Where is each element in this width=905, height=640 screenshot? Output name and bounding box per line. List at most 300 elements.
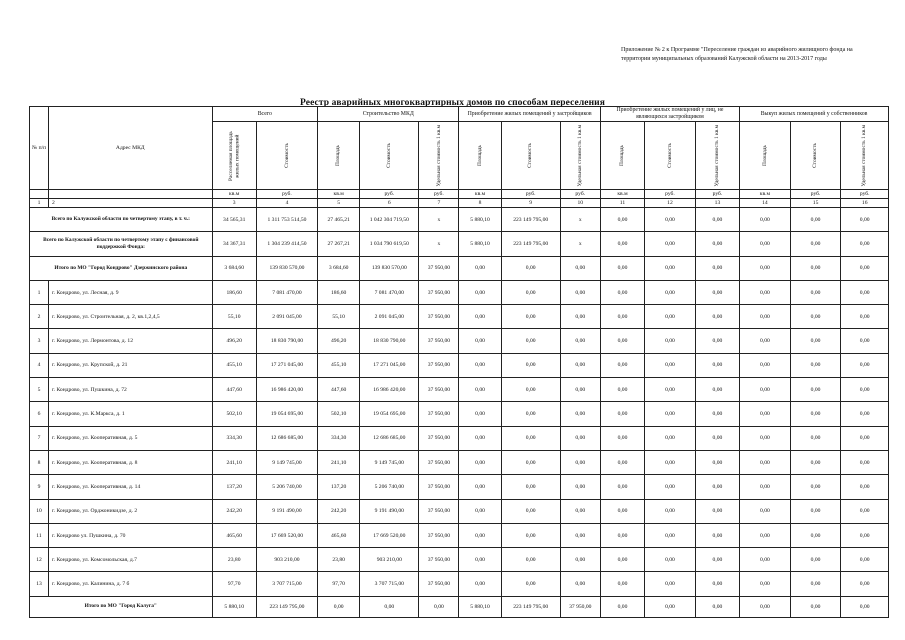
subheader-cell: Стоимость bbox=[501, 122, 560, 190]
row-value: 0,00 bbox=[501, 378, 560, 402]
row-value: 37 950,00 bbox=[419, 378, 459, 402]
row-value: 0,00 bbox=[790, 426, 841, 450]
summary-value: 139 830 570,00 bbox=[256, 256, 317, 280]
row-value: 0,00 bbox=[740, 572, 791, 596]
row-value: 0,00 bbox=[560, 450, 600, 474]
row-value: 17 669 520,00 bbox=[360, 523, 419, 547]
row-value: 0,00 bbox=[645, 305, 696, 329]
row-value: 137,20 bbox=[212, 475, 256, 499]
row-value: 0,00 bbox=[600, 523, 644, 547]
footer-value: 0,00 bbox=[695, 596, 739, 617]
row-value: 0,00 bbox=[695, 329, 739, 353]
row-value: 37 950,00 bbox=[419, 572, 459, 596]
unit-cell: руб. bbox=[695, 190, 739, 199]
summary-row bbox=[30, 256, 889, 280]
footer-value: 0,00 bbox=[645, 596, 696, 617]
row-value: 0,00 bbox=[560, 280, 600, 304]
row-value: 0,00 bbox=[790, 353, 841, 377]
colnum-cell: 4 bbox=[256, 199, 317, 208]
summary-value: x bbox=[560, 232, 600, 256]
row-value: 0,00 bbox=[501, 548, 560, 572]
row-number: 2 bbox=[30, 305, 49, 329]
row-value: 18 830 790,00 bbox=[256, 329, 317, 353]
summary-value: 0,00 bbox=[740, 256, 791, 280]
row-value: 0,00 bbox=[459, 499, 501, 523]
row-value: 0,00 bbox=[695, 353, 739, 377]
row-value: 0,00 bbox=[841, 475, 889, 499]
row-value: 0,00 bbox=[790, 572, 841, 596]
summary-value: 0,00 bbox=[600, 256, 644, 280]
row-value: 5 206 740,00 bbox=[256, 475, 317, 499]
row-value: 0,00 bbox=[459, 548, 501, 572]
row-value: 5 206 740,00 bbox=[360, 475, 419, 499]
row-value: 7 081 470,00 bbox=[360, 280, 419, 304]
row-value: 0,00 bbox=[600, 378, 644, 402]
colnum-cell: 3 bbox=[212, 199, 256, 208]
row-number: 13 bbox=[30, 572, 49, 596]
row-value: 0,00 bbox=[695, 548, 739, 572]
row-value: 0,00 bbox=[790, 475, 841, 499]
row-value: 0,00 bbox=[459, 353, 501, 377]
row-value: 37 950,00 bbox=[419, 475, 459, 499]
footer-value: 223 149 795,00 bbox=[256, 596, 317, 617]
row-value: 496,20 bbox=[318, 329, 360, 353]
row-value: 0,00 bbox=[600, 402, 644, 426]
table-row bbox=[30, 378, 889, 402]
footer-value: 0,00 bbox=[419, 596, 459, 617]
col-address-header: Адрес МКД bbox=[48, 107, 212, 190]
row-number: 10 bbox=[30, 499, 49, 523]
row-address: г. Кондрово, ул. Пушкина, д. 72 bbox=[48, 378, 212, 402]
colnum-cell: 2 bbox=[48, 199, 212, 208]
row-value: 0,00 bbox=[459, 426, 501, 450]
row-value: 447,60 bbox=[212, 378, 256, 402]
row-value: 0,00 bbox=[501, 402, 560, 426]
summary-value: 5 880,10 bbox=[459, 208, 501, 232]
row-address: г. Кондрово, ул. Калинина, д. 7 б bbox=[48, 572, 212, 596]
row-value: 0,00 bbox=[560, 499, 600, 523]
table-row bbox=[30, 426, 889, 450]
footer-value: 5 880,10 bbox=[459, 596, 501, 617]
row-address: г. Кондрово ул. Пушкина, д. 70 bbox=[48, 523, 212, 547]
summary-value: 1 034 790 619,50 bbox=[360, 232, 419, 256]
unit-cell: кв.м bbox=[318, 190, 360, 199]
row-value: 0,00 bbox=[841, 523, 889, 547]
summary-value: 1 311 753 514,50 bbox=[256, 208, 317, 232]
summary-value: 5 880,10 bbox=[459, 232, 501, 256]
summary-label: Итого по МО "Город Кондрово" Дзержинского района bbox=[30, 256, 213, 280]
table-row bbox=[30, 523, 889, 547]
summary-value: 0,00 bbox=[790, 208, 841, 232]
row-value: 0,00 bbox=[695, 523, 739, 547]
row-value: 903 210,00 bbox=[360, 548, 419, 572]
unit-cell: кв.м bbox=[459, 190, 501, 199]
row-address: г. Кондрово, ул. Орджоникидзе, д. 2 bbox=[48, 499, 212, 523]
row-value: 0,00 bbox=[645, 402, 696, 426]
row-value: 241,10 bbox=[212, 450, 256, 474]
footer-value: 0,00 bbox=[600, 596, 644, 617]
row-value: 496,20 bbox=[212, 329, 256, 353]
unit-cell: кв.м bbox=[740, 190, 791, 199]
col-num-header: № п/п bbox=[30, 107, 49, 190]
row-value: 37 950,00 bbox=[419, 305, 459, 329]
row-value: 0,00 bbox=[459, 329, 501, 353]
colnum-cell: 11 bbox=[600, 199, 644, 208]
subheader-cell: Стоимость bbox=[645, 122, 696, 190]
row-value: 0,00 bbox=[560, 426, 600, 450]
row-number: 9 bbox=[30, 475, 49, 499]
row-number: 3 bbox=[30, 329, 49, 353]
row-value: 465,60 bbox=[212, 523, 256, 547]
row-value: 0,00 bbox=[645, 426, 696, 450]
row-value: 0,00 bbox=[740, 499, 791, 523]
row-address: г. Кондрово, ул. Кооперативная, д. 14 bbox=[48, 475, 212, 499]
summary-value: 0,00 bbox=[560, 256, 600, 280]
row-value: 0,00 bbox=[600, 499, 644, 523]
row-value: 0,00 bbox=[600, 305, 644, 329]
subheader-cell: Стоимость bbox=[790, 122, 841, 190]
row-value: 242,20 bbox=[318, 499, 360, 523]
row-address: г. Кондрово, ул. Лермонтова, д. 12 bbox=[48, 329, 212, 353]
unit-cell: кв.м bbox=[212, 190, 256, 199]
column-number-row bbox=[30, 199, 889, 208]
unit-cell: руб. bbox=[560, 190, 600, 199]
row-value: 0,00 bbox=[560, 378, 600, 402]
row-value: 0,00 bbox=[600, 280, 644, 304]
row-value: 0,00 bbox=[560, 475, 600, 499]
row-value: 0,00 bbox=[790, 280, 841, 304]
row-value: 242,20 bbox=[212, 499, 256, 523]
row-value: 37 950,00 bbox=[419, 523, 459, 547]
row-value: 455,10 bbox=[212, 353, 256, 377]
row-value: 0,00 bbox=[695, 572, 739, 596]
row-value: 55,10 bbox=[212, 305, 256, 329]
colnum-cell: 6 bbox=[360, 199, 419, 208]
row-value: 3 707 715,00 bbox=[360, 572, 419, 596]
row-value: 0,00 bbox=[459, 280, 501, 304]
summary-value: x bbox=[560, 208, 600, 232]
row-value: 0,00 bbox=[841, 378, 889, 402]
row-value: 19 054 695,00 bbox=[360, 402, 419, 426]
row-value: 0,00 bbox=[645, 572, 696, 596]
row-value: 0,00 bbox=[695, 426, 739, 450]
colnum-cell: 9 bbox=[501, 199, 560, 208]
group-header-construction: Строительство МКД bbox=[318, 107, 459, 122]
row-number: 7 bbox=[30, 426, 49, 450]
colnum-cell: 10 bbox=[560, 199, 600, 208]
colnum-cell: 15 bbox=[790, 199, 841, 208]
row-value: 0,00 bbox=[600, 450, 644, 474]
row-value: 18 830 790,00 bbox=[360, 329, 419, 353]
subheader-cell: Удельная стоимость 1 кв.м bbox=[560, 122, 600, 190]
row-value: 0,00 bbox=[841, 450, 889, 474]
summary-value: 34 565,31 bbox=[212, 208, 256, 232]
summary-value: 3 684,60 bbox=[318, 256, 360, 280]
row-value: 0,00 bbox=[695, 475, 739, 499]
footer-value: 0,00 bbox=[360, 596, 419, 617]
row-value: 16 986 420,00 bbox=[256, 378, 317, 402]
summary-value: 37 950,00 bbox=[419, 256, 459, 280]
row-value: 17 271 045,00 bbox=[256, 353, 317, 377]
row-value: 186,60 bbox=[212, 280, 256, 304]
row-value: 19 054 695,00 bbox=[256, 402, 317, 426]
row-value: 0,00 bbox=[695, 450, 739, 474]
summary-value: 0,00 bbox=[841, 208, 889, 232]
row-value: 0,00 bbox=[501, 523, 560, 547]
row-value: 0,00 bbox=[459, 523, 501, 547]
summary-value: 0,00 bbox=[790, 232, 841, 256]
colnum-cell: 1 bbox=[30, 199, 49, 208]
row-value: 0,00 bbox=[695, 402, 739, 426]
colnum-cell: 8 bbox=[459, 199, 501, 208]
summary-value: 34 367,31 bbox=[212, 232, 256, 256]
summary-value: 0,00 bbox=[501, 256, 560, 280]
summary-value: x bbox=[419, 232, 459, 256]
row-value: 0,00 bbox=[790, 450, 841, 474]
row-value: 0,00 bbox=[790, 378, 841, 402]
row-value: 0,00 bbox=[600, 426, 644, 450]
summary-value: 3 684,60 bbox=[212, 256, 256, 280]
row-value: 0,00 bbox=[841, 402, 889, 426]
row-value: 0,00 bbox=[645, 523, 696, 547]
row-value: 17 669 520,00 bbox=[256, 523, 317, 547]
row-value: 502,10 bbox=[318, 402, 360, 426]
row-value: 0,00 bbox=[560, 305, 600, 329]
row-value: 0,00 bbox=[695, 305, 739, 329]
row-value: 2 091 045,00 bbox=[256, 305, 317, 329]
row-value: 9 149 745,00 bbox=[256, 450, 317, 474]
row-value: 0,00 bbox=[790, 548, 841, 572]
subheader-cell: Стоимость bbox=[256, 122, 317, 190]
row-value: 0,00 bbox=[790, 523, 841, 547]
footer-total-row bbox=[30, 596, 889, 617]
row-value: 0,00 bbox=[645, 353, 696, 377]
footer-value: 0,00 bbox=[841, 596, 889, 617]
row-value: 23,80 bbox=[212, 548, 256, 572]
row-value: 0,00 bbox=[501, 475, 560, 499]
table-row bbox=[30, 329, 889, 353]
row-value: 334,30 bbox=[318, 426, 360, 450]
row-value: 0,00 bbox=[560, 548, 600, 572]
summary-value: 0,00 bbox=[740, 232, 791, 256]
row-value: 0,00 bbox=[459, 402, 501, 426]
row-value: 0,00 bbox=[695, 280, 739, 304]
row-value: 0,00 bbox=[459, 305, 501, 329]
summary-value: 0,00 bbox=[600, 208, 644, 232]
summary-value: x bbox=[419, 208, 459, 232]
row-value: 0,00 bbox=[501, 499, 560, 523]
colnum-cell: 13 bbox=[695, 199, 739, 208]
row-value: 55,10 bbox=[318, 305, 360, 329]
row-value: 0,00 bbox=[695, 378, 739, 402]
row-value: 37 950,00 bbox=[419, 353, 459, 377]
row-value: 9 149 745,00 bbox=[360, 450, 419, 474]
row-value: 0,00 bbox=[790, 402, 841, 426]
row-value: 0,00 bbox=[560, 353, 600, 377]
subheader-cell: Площадь bbox=[740, 122, 791, 190]
row-value: 0,00 bbox=[740, 402, 791, 426]
row-value: 3 707 715,00 bbox=[256, 572, 317, 596]
row-value: 0,00 bbox=[790, 305, 841, 329]
row-number: 5 bbox=[30, 378, 49, 402]
row-value: 9 191 490,00 bbox=[360, 499, 419, 523]
summary-value: 0,00 bbox=[695, 232, 739, 256]
row-value: 0,00 bbox=[841, 572, 889, 596]
row-value: 97,70 bbox=[212, 572, 256, 596]
row-value: 0,00 bbox=[740, 378, 791, 402]
row-value: 2 091 045,00 bbox=[360, 305, 419, 329]
row-value: 0,00 bbox=[841, 280, 889, 304]
row-value: 465,60 bbox=[318, 523, 360, 547]
row-value: 0,00 bbox=[560, 402, 600, 426]
row-value: 0,00 bbox=[790, 499, 841, 523]
row-value: 9 191 490,00 bbox=[256, 499, 317, 523]
row-value: 0,00 bbox=[600, 548, 644, 572]
table-row bbox=[30, 305, 889, 329]
row-value: 0,00 bbox=[841, 426, 889, 450]
row-number: 1 bbox=[30, 280, 49, 304]
row-value: 0,00 bbox=[740, 353, 791, 377]
row-value: 0,00 bbox=[841, 548, 889, 572]
subheader-cell: Удельная стоимость 1 кв.м bbox=[695, 122, 739, 190]
row-value: 0,00 bbox=[695, 499, 739, 523]
summary-value: 223 149 795,00 bbox=[501, 208, 560, 232]
row-value: 37 950,00 bbox=[419, 280, 459, 304]
row-value: 0,00 bbox=[645, 548, 696, 572]
row-value: 0,00 bbox=[600, 475, 644, 499]
row-value: 0,00 bbox=[560, 329, 600, 353]
summary-value: 1 304 239 414,50 bbox=[256, 232, 317, 256]
row-value: 137,20 bbox=[318, 475, 360, 499]
row-value: 0,00 bbox=[740, 329, 791, 353]
unit-cell: руб. bbox=[841, 190, 889, 199]
colnum-cell: 5 bbox=[318, 199, 360, 208]
row-value: 0,00 bbox=[560, 572, 600, 596]
row-number: 8 bbox=[30, 450, 49, 474]
row-number: 6 bbox=[30, 402, 49, 426]
table-row bbox=[30, 402, 889, 426]
row-value: 0,00 bbox=[740, 548, 791, 572]
group-header-total: Всего bbox=[212, 107, 318, 122]
registry-table bbox=[29, 106, 889, 618]
row-value: 0,00 bbox=[841, 329, 889, 353]
units-row bbox=[30, 190, 889, 199]
unit-cell: руб. bbox=[501, 190, 560, 199]
row-value: 0,00 bbox=[501, 329, 560, 353]
table-row bbox=[30, 353, 889, 377]
group-header-developer-purchase: Приобретение жилых помещений у застройщиков bbox=[459, 107, 600, 122]
row-address: г. Кондрово, ул. Крупской, д. 21 bbox=[48, 353, 212, 377]
row-value: 0,00 bbox=[645, 475, 696, 499]
summary-value: 27 267,21 bbox=[318, 232, 360, 256]
row-address: г. Кондрово, ул. К.Маркса, д. 1 bbox=[48, 402, 212, 426]
footer-label: Итого по МО "Город Калуга" bbox=[30, 596, 213, 617]
row-value: 0,00 bbox=[790, 329, 841, 353]
row-value: 0,00 bbox=[501, 305, 560, 329]
summary-value: 0,00 bbox=[645, 256, 696, 280]
summary-row bbox=[30, 208, 889, 232]
row-value: 0,00 bbox=[740, 450, 791, 474]
group-header-buyout: Выкуп жилых помещений у собственников bbox=[740, 107, 889, 122]
subheader-cell: Площадь bbox=[600, 122, 644, 190]
summary-value: 0,00 bbox=[600, 232, 644, 256]
unit-cell: кв.м bbox=[600, 190, 644, 199]
footer-value: 5 880,10 bbox=[212, 596, 256, 617]
row-value: 0,00 bbox=[501, 353, 560, 377]
row-value: 37 950,00 bbox=[419, 499, 459, 523]
row-value: 186,60 bbox=[318, 280, 360, 304]
subheader-cell: Удельная стоимость 1 кв.м bbox=[841, 122, 889, 190]
footer-value: 0,00 bbox=[740, 596, 791, 617]
row-value: 241,10 bbox=[318, 450, 360, 474]
summary-value: 1 042 304 719,50 bbox=[360, 208, 419, 232]
row-value: 0,00 bbox=[501, 426, 560, 450]
table-row bbox=[30, 475, 889, 499]
summary-row bbox=[30, 232, 889, 256]
row-value: 0,00 bbox=[459, 378, 501, 402]
unit-cell: руб. bbox=[790, 190, 841, 199]
unit-cell: руб. bbox=[645, 190, 696, 199]
row-number: 12 bbox=[30, 548, 49, 572]
row-value: 0,00 bbox=[459, 450, 501, 474]
group-header-nondeveloper-purchase: Приобретение жилых помещений у лиц, не являющихся застройщиком bbox=[600, 107, 739, 122]
row-value: 0,00 bbox=[645, 329, 696, 353]
subheader-cell: Площадь bbox=[318, 122, 360, 190]
summary-value: 0,00 bbox=[645, 208, 696, 232]
row-value: 0,00 bbox=[645, 280, 696, 304]
row-value: 0,00 bbox=[841, 305, 889, 329]
row-number: 4 bbox=[30, 353, 49, 377]
row-address: г. Кондрово, ул. Комсомольская, д.7 bbox=[48, 548, 212, 572]
row-address: г. Кондрово, ул. Кооперативная, д. 8 bbox=[48, 450, 212, 474]
summary-value: 0,00 bbox=[695, 208, 739, 232]
table-row bbox=[30, 499, 889, 523]
colnum-cell: 16 bbox=[841, 199, 889, 208]
row-value: 97,70 bbox=[318, 572, 360, 596]
summary-value: 0,00 bbox=[740, 208, 791, 232]
row-value: 0,00 bbox=[740, 280, 791, 304]
subheader-cell: Расселяемая площадь жилых помещений bbox=[212, 122, 256, 190]
row-value: 16 986 420,00 bbox=[360, 378, 419, 402]
row-value: 455,10 bbox=[318, 353, 360, 377]
row-value: 0,00 bbox=[600, 572, 644, 596]
subheader-cell: Площадь bbox=[459, 122, 501, 190]
footer-value: 0,00 bbox=[790, 596, 841, 617]
footer-value: 37 950,00 bbox=[560, 596, 600, 617]
row-value: 0,00 bbox=[501, 450, 560, 474]
subheader-cell: Стоимость bbox=[360, 122, 419, 190]
row-value: 0,00 bbox=[645, 450, 696, 474]
summary-value: 0,00 bbox=[645, 232, 696, 256]
row-value: 0,00 bbox=[600, 329, 644, 353]
summary-value: 0,00 bbox=[695, 256, 739, 280]
row-value: 0,00 bbox=[459, 572, 501, 596]
row-value: 0,00 bbox=[740, 475, 791, 499]
colnum-cell: 7 bbox=[419, 199, 459, 208]
row-value: 23,80 bbox=[318, 548, 360, 572]
row-value: 37 950,00 bbox=[419, 426, 459, 450]
summary-value: 0,00 bbox=[841, 232, 889, 256]
footer-value: 0,00 bbox=[318, 596, 360, 617]
row-value: 334,30 bbox=[212, 426, 256, 450]
row-value: 0,00 bbox=[645, 378, 696, 402]
unit-cell: руб. bbox=[256, 190, 317, 199]
row-value: 37 950,00 bbox=[419, 329, 459, 353]
summary-label: Всего по Калужской области по четвертому этапу, в т. ч.: bbox=[30, 208, 213, 232]
row-value: 7 081 470,00 bbox=[256, 280, 317, 304]
row-value: 502,10 bbox=[212, 402, 256, 426]
summary-value: 223 149 795,00 bbox=[501, 232, 560, 256]
